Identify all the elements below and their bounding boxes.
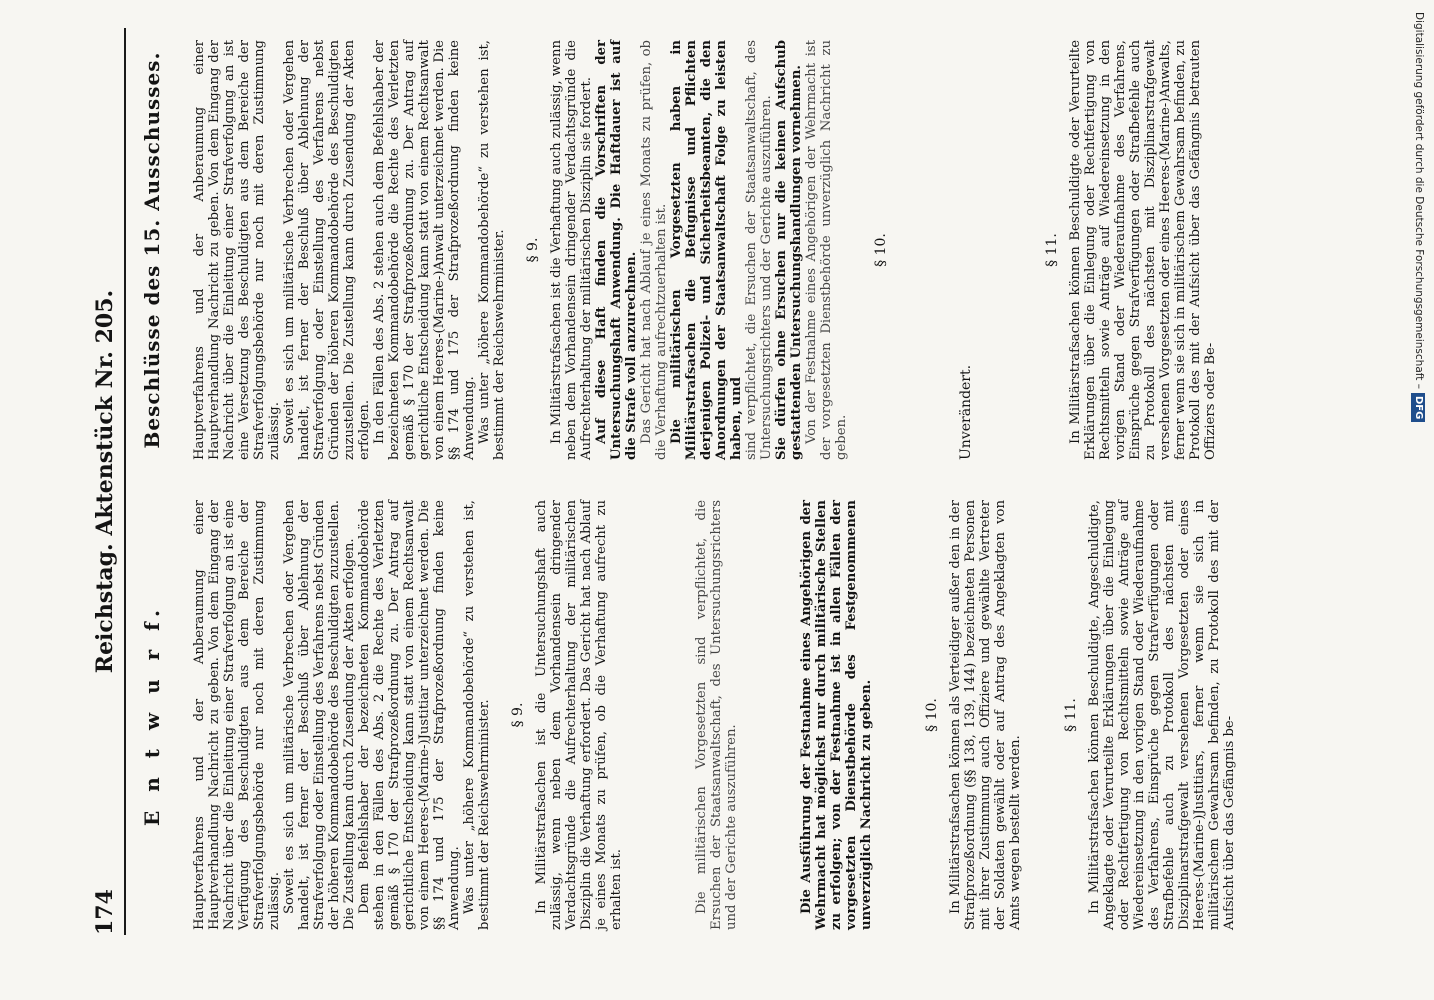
paragraph: Soweit es sich um militärische Verbrechen oder Vergehen handelt, ist ferner der Beschluß über Ablehnung der Strafverfolgung oder Einstellung des Verfahrens nebst Gründen der höheren Kommandobehörde des Beschuldigten zuzustellen. Die Zustellung kann durch Zusendung der Akten erfolgen. [282, 500, 357, 930]
page-title: Reichstag. Aktenstück Nr. 205. [92, 289, 118, 674]
page-header [88, 28, 126, 935]
section-heading-11: § 11. [1044, 233, 1060, 267]
paragraph: In Militärstrafsachen ist die Untersuchungshaft auch zulässig, wenn neben dem Vorhandensein dringender Verdachtsgründe die Aufrechterhaltung der militärischen Disziplin die Verhaftung erfordert. Das Gericht hat nach Ablauf je eines Monats zu prüfen, ob die Verhaftung aufrecht zu erhalten ist. [534, 500, 624, 930]
paragraph: In Militärstrafsachen ist die Verhaftung auch zulässig, wenn neben dem Vorhandensein dringender Verdachtsgründe die Aufrechterhaltung der militärischen Disziplin sie fordert. [549, 40, 594, 460]
unchanged-note: Unverändert. [958, 364, 974, 460]
paragraph: Die Ausführung der Festnahme eines Angehörigen der Wehrmacht hat möglichst nur durch militärische Stellen zu erfolgen; von der Festnahme ist in allen Fällen der vorgesetzten Dienstbehörde des Festgenommenen unverzüglich Nachricht zu geben. [799, 500, 874, 930]
paragraph: Von der Festnahme eines Angehörigen der Wehrmacht ist der vorgesetzten Dienstbehörde unverzüglich Nachricht zu geben. [804, 40, 849, 460]
section-heading-9: § 9. [525, 237, 541, 263]
column-heading-beschluesse: Beschlüsse des 15. Ausschusses. [140, 51, 164, 449]
paragraph: Dem Befehlshaber der bezeichneten Kommandobehörde stehen in den Fällen des Abs. 2 die Rechte des Verletzten gemäß § 170 der Strafprozeßordnung zu. Der Antrag auf gerichtliche Entscheidung kann statt von einem Rechtsanwalt von einem Heeres-(Marine-)Justitiar unterzeichnet werden. Die §§ 174 und 175 der Strafprozeßordnung finden keine Anwendung. [357, 500, 462, 930]
paragraph: Soweit es sich um militärische Verbrechen oder Vergehen handelt, ist ferner der Beschluß über Ablehnung der Strafverfolgung oder Einstellung des Verfahrens nebst Gründen der höheren Kommandobehörde des Beschuldigten zuzustellen. Die Zustellung kann durch Zusendung der Akten erfolgen. [282, 40, 372, 460]
paragraph: In Militärstrafsachen können Beschuldigte oder Verurteilte Erklärungen über die Einlegung oder Rechtfertigung von Rechtsmitteln sowie Anträge auf Wiedereinsetzung in den vorigen Stand oder Wiederaufnahme des Verfahrens, Einsprüche gegen Strafverfügungen oder Strafbefehle auch zu Protokoll des nächsten mit Disziplinarstrafgewalt versehenen Vorgesetzten oder eines Heeres-(Marine-)Anwalts, ferner wenn sie sich in militärischem Gewahrsam befinden, zu Protokoll des mit der Aufsicht über das Gefängnis betrauten Offiziers oder Be- [1068, 40, 1218, 460]
funding-credit [1408, 12, 1430, 988]
paragraph: Hauptverfahrens und der Anberaumung einer Hauptverhandlung Nachricht zu geben. Von dem Eingang der Nachricht über die Einleitung einer Strafverfolgung an ist eine Versetzung des Beschuldigten aus dem Bereiche der Strafverfolgungsbehörde nur noch mit deren Zustimmung zulässig. [192, 40, 282, 460]
column-heading-entwurf: E n t w u r f. [140, 604, 164, 826]
funding-credit-text: Digitalisierung gefördert durch die Deutsche Forschungsgemeinschaft – [1413, 12, 1425, 389]
section-heading-10: § 10. [924, 698, 940, 732]
paragraph: In Militärstrafsachen können als Verteidiger außer den in der Strafprozeßordnung (§§ 138, 139, 144) bezeichneten Personen mit ihrer Zustimmung auch Offiziere und gewählte Vertreter der Soldaten gewählt oder auf Antrag des Angeklagten von Amts wegen bestellt werden. [948, 500, 1023, 930]
section-heading-10: § 10. [873, 233, 889, 267]
section-heading-11: § 11. [1063, 698, 1079, 732]
column-entwurf [140, 500, 1237, 930]
column-beschluesse [140, 40, 1218, 460]
section-heading-9: § 9. [510, 702, 526, 728]
paragraph-bold: Die militärischen Vorgesetzten haben in Militärstrafsachen die Befugnisse und Pflichten derjenigen Polizei- und Sicherheitsbeamten, die den Anordnungen der Staatsanwaltschaft Folge zu leisten haben, und [669, 40, 744, 460]
page-number: 174 [92, 889, 118, 935]
paragraph: Hauptverfahrens und der Anberaumung einer Hauptverhandlung Nachricht zu geben. Von dem Eingang der Nachricht über die Einleitung einer Strafverfolgung an ist eine Verfügung des Beschuldigten aus dem Bereiche der Strafverfolgungsbehörde nur noch mit deren Zustimmung zulässig. [192, 500, 282, 930]
paragraph: In den Fällen des Abs. 2 stehen auch dem Befehlshaber der bezeichneten Kommandobehörde die Rechte des Verletzten gemäß § 170 der Strafprozeßordnung zu. Der Antrag auf gerichtliche Entscheidung kann statt von einem Rechtsanwalt von einem Heeres-(Marine-)Anwalt unterzeichnet werden. Die §§ 174 und 175 der Strafprozeßordnung finden keine Anwendung. [372, 40, 477, 460]
paragraph: sind verpflichtet, die Ersuchen der Staatsanwaltschaft, des Untersuchungsrichters und der Gerichte auszuführen. [744, 40, 774, 460]
paragraph-bold: Auf diese Haft finden die Vorschriften der Untersuchungshaft Anwendung. Die Haftdauer ist auf die Strafe voll anzurechnen. [594, 40, 639, 460]
dfg-logo: DFG [1411, 393, 1425, 422]
paragraph: Die militärischen Vorgesetzten sind verpflichtet, die Ersuchen der Staatsanwaltschaft, des Untersuchungsrichters und der Gerichte auszuführen. [694, 500, 739, 930]
paragraph: Was unter „höhere Kommandobehörde“ zu verstehen ist, bestimmt der Reichswehrminister. [477, 40, 507, 460]
paragraph-bold: Sie dürfen ohne Ersuchen nur die keinen Aufschub gestattenden Untersuchungshandlungen vornehmen. [774, 40, 804, 460]
paragraph: Was unter „höhere Kommandobehörde“ zu verstehen ist, bestimmt der Reichswehrminister. [462, 500, 492, 930]
paragraph: In Militärstrafsachen können Beschuldigte, Angeschuldigte, Angeklagte oder Verurteilte Erklärungen über die Einlegung oder Rechtfertigung von Rechtsmitteln sowie Anträge auf Wiedereinsetzung in den vorigen Stand oder Wiederaufnahme des Verfahrens, Einsprüche gegen Strafverfügungen oder Strafbefehle auch zu Protokoll des nächsten mit Disziplinarstrafgewalt versehenen Vorgesetzten oder eines Heeres-(Marine-)Justitiars, ferner wenn sie sich in militärischem Gewahrsam befinden, zu Protokoll des mit der Aufsicht über das Gefängnis be- [1087, 500, 1237, 930]
paragraph: Das Gericht hat nach Ablauf je eines Monats zu prüfen, ob die Verhaftung aufrechtzuerhalten ist. [639, 40, 669, 460]
